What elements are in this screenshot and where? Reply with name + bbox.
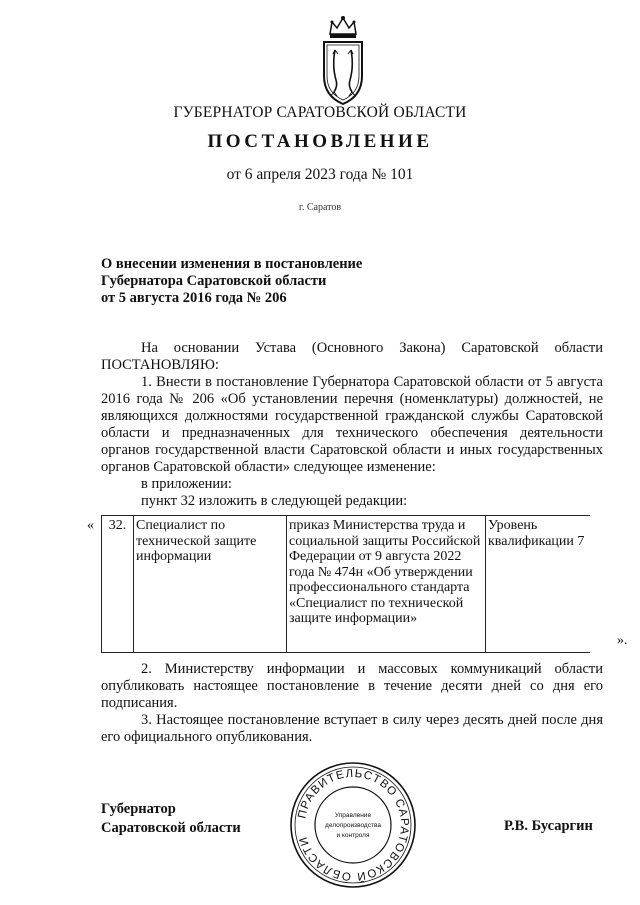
document-date-number: от 6 апреля 2023 года № 101 xyxy=(226,166,414,183)
organization-title: ГУБЕРНАТОР САРАТОВСКОЙ ОБЛАСТИ xyxy=(173,104,467,121)
signatory-title xyxy=(101,800,241,838)
seal-center-line: и контроля xyxy=(336,832,370,839)
preamble-paragraph: На основании Устава (Основного Закона) Саратовской области ПОСТАНОВЛЯЮ: xyxy=(101,340,603,373)
saratov-coat-of-arms-icon xyxy=(318,14,368,106)
seal-center-line: делопроизводства xyxy=(325,822,381,829)
table-row xyxy=(102,516,591,653)
subject-line: от 5 августа 2016 года № 206 xyxy=(101,290,287,306)
signatory-name: Р.В. Бусаргин xyxy=(504,818,593,834)
position-cell: Специалист по технической защите информации xyxy=(134,516,287,653)
subject-line: О внесении изменения в постановление xyxy=(101,256,363,272)
signatory-title-line: Саратовской области xyxy=(101,820,241,836)
subject-line: Губернатора Саратовской области xyxy=(101,273,327,289)
item-32-instruction: пункт 32 изложить в следующей редакции: xyxy=(141,493,408,509)
signatory-title-line: Губернатор xyxy=(101,801,176,817)
document-type: ПОСТАНОВЛЕНИЕ xyxy=(207,131,433,152)
item-number-cell: 32. xyxy=(102,516,134,653)
qualification-cell: Уровень квалификации 7 xyxy=(486,516,591,653)
amendment-table xyxy=(101,515,590,653)
clause-3-paragraph: 3. Настоящее постановление вступает в силу через десять дней после дня его официального опубликования. xyxy=(101,712,603,745)
document-subject xyxy=(101,256,431,307)
closing-quote: ». xyxy=(617,633,628,648)
opening-quote: « xyxy=(87,518,94,533)
clause-2-paragraph: 2. Министерству информации и массовых коммуникаций области опубликовать настоящее постановление в течение десяти дней со дня его подписания. xyxy=(101,661,603,711)
in-appendix-line: в приложении: xyxy=(141,476,232,492)
seal-center-line: Управление xyxy=(334,812,372,819)
document-city: г. Саратов xyxy=(298,202,342,213)
basis-cell: приказ Министерства труда и социальной защиты Российской Федерации от 9 августа 2022 года № 474н «Об утверждении профессионального стандарта «Специалист по технической защите информации» xyxy=(287,516,486,653)
clause-1-paragraph: 1. Внести в постановление Губернатора Саратовской области от 5 августа 2016 года № 206 «Об установлении перечня (номенклатуры) должностей, не являющихся должностями государственной гражданской службы Саратовской области и предназначенных для технического обеспечения деятельности органов государственной власти Саратовской области и иных государственных органов Саратовской области» следующее изменение: xyxy=(101,374,603,475)
seal-ring-text: ПРАВИТЕЛЬСТВО САРАТОВСКОЙ ОБЛАСТИ xyxy=(296,767,411,883)
official-seal xyxy=(288,760,418,890)
